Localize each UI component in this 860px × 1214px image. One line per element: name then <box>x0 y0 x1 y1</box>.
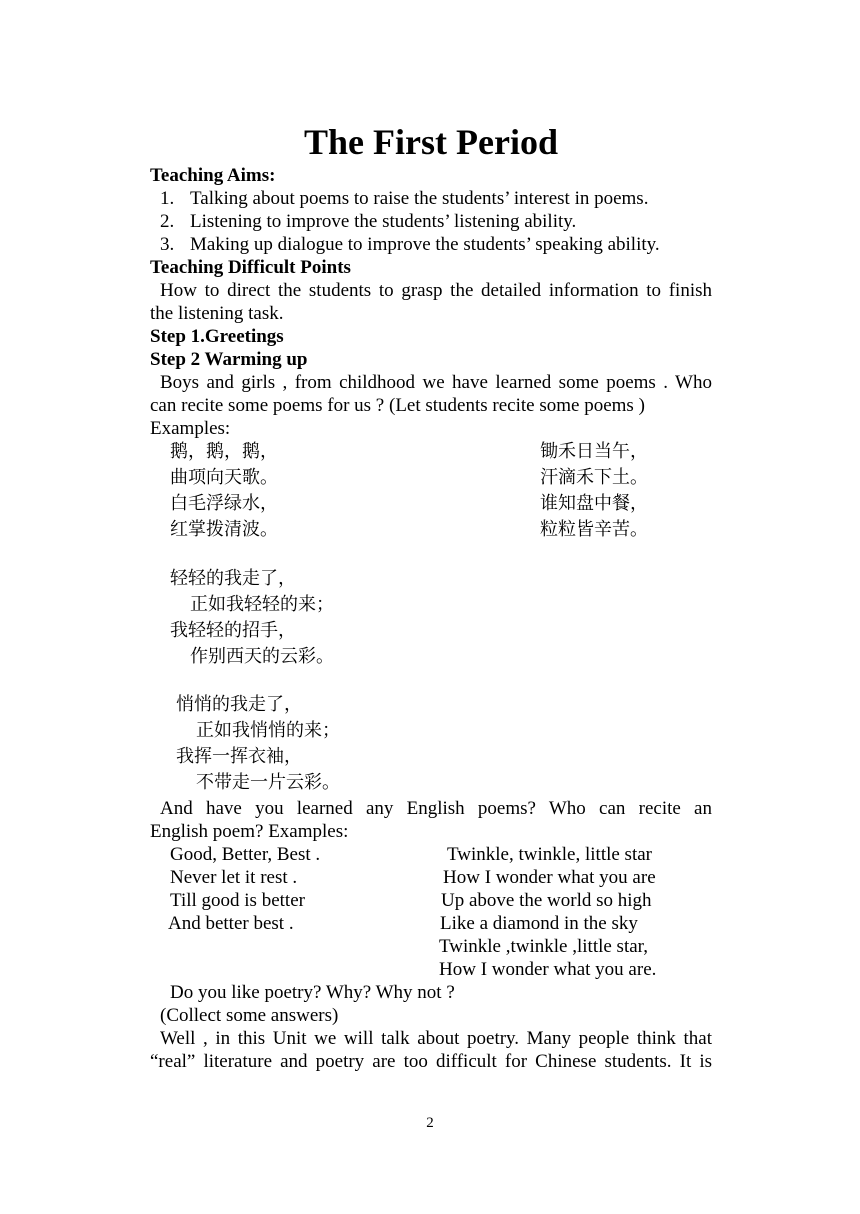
aim-item <box>160 233 660 256</box>
poem-line: 白毛浮绿水， <box>170 493 278 514</box>
aim-number: 2. <box>160 211 175 232</box>
poem-line: 粒粒皆辛苦。 <box>540 519 648 540</box>
english-poems-text: English poem? Examples: <box>150 821 349 842</box>
page-title: The First Period <box>304 122 558 162</box>
poem-line: Twinkle, twinkle, little star <box>447 844 652 865</box>
aim-number: 3. <box>160 234 175 255</box>
poem-line: 悄悄的我走了， <box>176 694 302 715</box>
teaching-aims-heading: Teaching Aims: <box>150 165 276 186</box>
poem-line: How I wonder what you are <box>443 867 656 888</box>
poem-line: Good, Better, Best . <box>170 844 321 865</box>
poem-line: 曲项向天歌。 <box>170 467 278 488</box>
poem-line: 正如我轻轻的来； <box>190 594 334 615</box>
closing-text: “real” literature and poetry are too difficult for Chinese students. It is <box>150 1051 712 1072</box>
poem-line: 红掌拨清波。 <box>170 519 278 540</box>
poem-line: 谁知盘中餐， <box>540 493 648 514</box>
warmup-text: can recite some poems for us ? (Let students recite some poems ) <box>150 395 645 416</box>
poem-line: 轻轻的我走了， <box>170 568 296 589</box>
page-number: 2 <box>426 1115 434 1131</box>
poem-line: Up above the world so high <box>441 890 652 911</box>
poem-line: 我轻轻的招手， <box>170 620 296 641</box>
warmup-text: Boys and girls , from childhood we have learned some poems . Who <box>160 372 712 393</box>
poem-line: 作别西天的云彩。 <box>190 646 334 667</box>
aim-item <box>160 210 576 233</box>
poem-line: And better best . <box>168 913 294 934</box>
english-poems-text: And have you learned any English poems? Who can recite an <box>160 798 712 819</box>
question-text: Do you like poetry? Why? Why not ? <box>170 982 455 1003</box>
poem-line: Like a diamond in the sky <box>440 913 638 934</box>
poem-line: Never let it rest . <box>170 867 298 888</box>
poem-line: Twinkle ,twinkle ,little star, <box>439 936 648 957</box>
poem-line: 不带走一片云彩。 <box>196 772 340 793</box>
aim-item <box>160 187 648 210</box>
step1-heading: Step 1.Greetings <box>150 326 284 347</box>
poem-line: 鹅，鹅，鹅， <box>170 441 278 462</box>
aim-text: Listening to improve the students’ listening ability. <box>190 211 577 232</box>
poem-line: 正如我悄悄的来； <box>196 720 340 741</box>
collect-text: (Collect some answers) <box>160 1005 339 1026</box>
poem-line: Till good is better <box>170 890 305 911</box>
poem-line: 汗滴禾下土。 <box>540 467 648 488</box>
difficult-points-text: How to direct the students to grasp the detailed information to finish <box>160 280 712 301</box>
difficult-points-heading: Teaching Difficult Points <box>150 257 351 278</box>
aim-text: Making up dialogue to improve the students’ speaking ability. <box>190 234 660 255</box>
examples-label: Examples: <box>150 418 231 439</box>
aim-text: Talking about poems to raise the students’ interest in poems. <box>190 188 649 209</box>
closing-text: Well , in this Unit we will talk about poetry. Many people think that <box>160 1028 712 1049</box>
step2-heading: Step 2 Warming up <box>150 349 308 370</box>
aim-number: 1. <box>160 188 175 209</box>
poem-line: 我挥一挥衣袖， <box>176 746 302 767</box>
difficult-points-text: the listening task. <box>150 303 284 324</box>
poem-line: How I wonder what you are. <box>439 959 657 980</box>
poem-line: 锄禾日当午， <box>540 441 648 462</box>
